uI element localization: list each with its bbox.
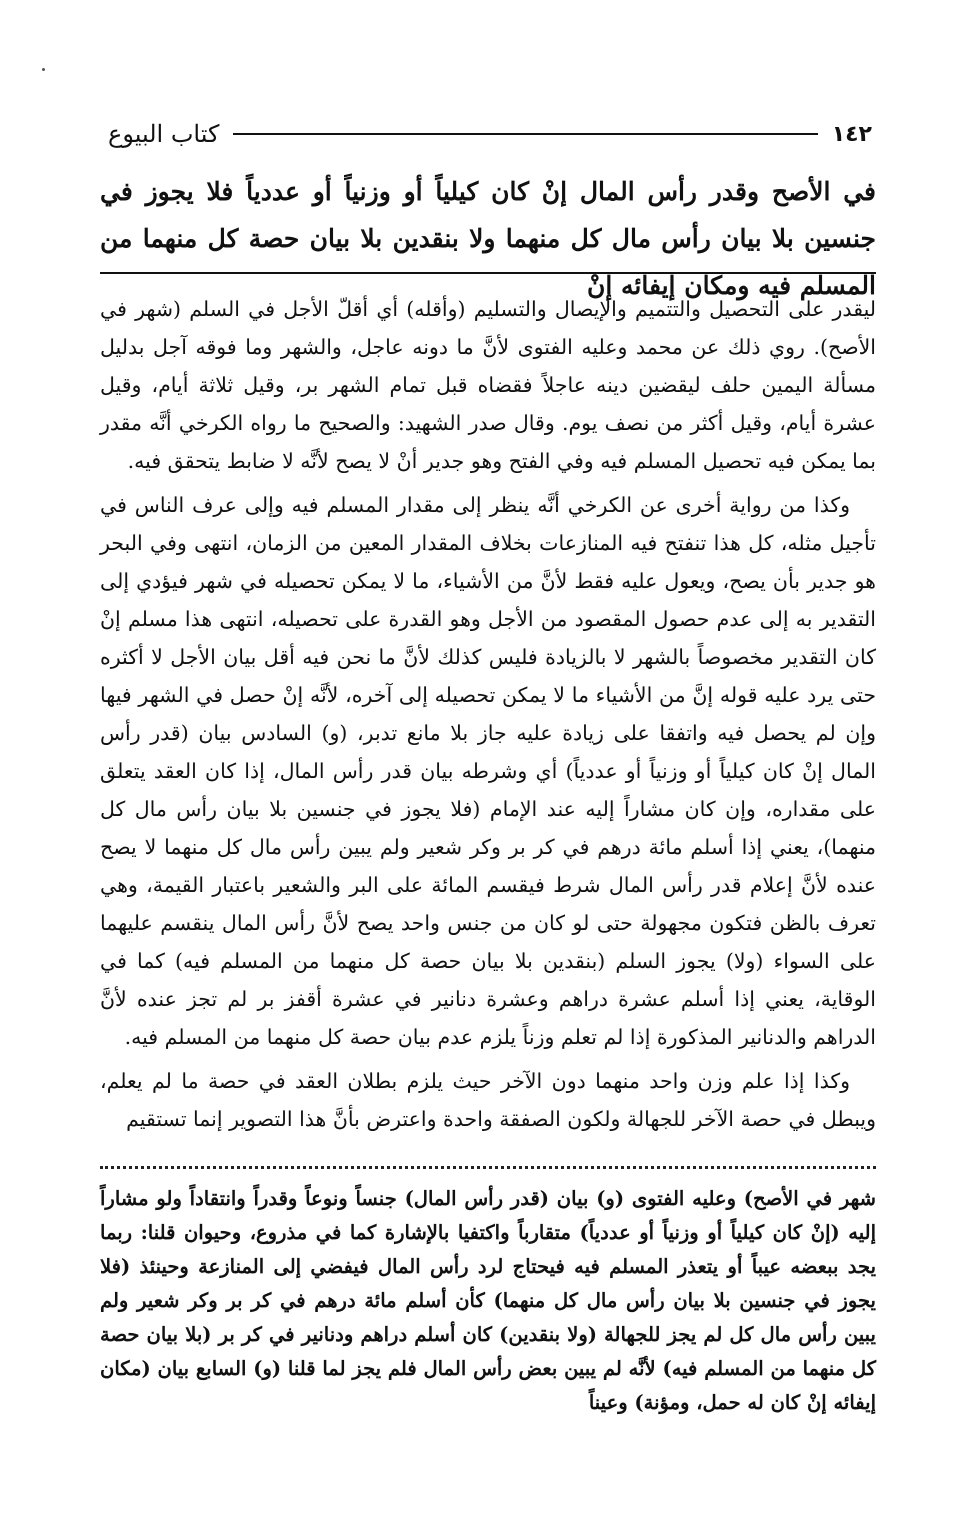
main-text-divider bbox=[100, 272, 876, 274]
gloss-text bbox=[100, 1182, 876, 1420]
page-number: ١٤٢ bbox=[831, 121, 872, 147]
header-rule bbox=[233, 133, 817, 135]
scan-speck bbox=[42, 68, 45, 71]
commentary-paragraph: وكذا إذا علم وزن واحد منهما دون الآخر حيث يلزم بطلان العقد في حصة ما لم يعلم، ويبطل في حصة الآخر للجهالة ولكون الصفقة واحدة واعترض بأنَّ هذا التصوير إنما تستقيم bbox=[100, 1069, 876, 1131]
commentary-paragraph: ليقدر على التحصيل والتتميم والإيصال والتسليم (وأقله) أي أقلّ الأجل في السلم (شهر في الأصح). روي ذلك عن محمد وعليه الفتوى لأنَّ ما دونه عاجل، والشهر وما فوقه آجل بدليل مسألة اليمين حلف ليقضين دينه عاجلاً فقضاه قبل تمام الشهر بر، وقيل ثلاثة أيام، وقيل عشرة أيام، وقيل أكثر من نصف يوم. وقال صدر الشهيد: والصحيح ما رواه الكرخي أنَّه مقدر بما يمكن فيه تحصيل المسلم فيه وفي الفتح وهو جدير أنْ لا يصح لأنَّه لا ضابط يتحقق فيه. bbox=[100, 297, 876, 473]
main-text: في الأصح وقدر رأس المال إنْ كان كيلياً أو وزنياً أو عددياً فلا يجوز في جنسين بلا بيان رأس مال كل منهما ولا بنقدين بلا بيان حصة كل منهما من المسلم فيه ومكان إيفائه إنْ bbox=[100, 177, 876, 300]
commentary-paragraph: وكذا من رواية أخرى عن الكرخي أنَّه ينظر إلى مقدار المسلم فيه وإلى عرف الناس في تأجيل مثله، كل هذا تنفتح فيه المنازعات بخلاف المقدار المعين من الزمان، انتهى وفي البحر هو جدير بأن يصح، ويعول عليه فقط لأنَّ من الأشياء، ما لا يمكن تحصيله في شهر فيؤدي إلى التقدير به إلى عدم حصول المقصود من الأجل وهو القدرة على تحصيله، انتهى هذا مسلم إنْ كان التقدير مخصوصاً بالشهر لا بالزيادة فليس كذلك لأنَّ ما نحن فيه أقل بيان الأجل لا أكثره حتى يرد عليه قوله إنَّ من الأشياء ما لا يمكن تحصيله إلى آخره، لأنَّه إنْ حصل في الشهر فيها وإن لم يحصل فيه واتفقا على زيادة عليه جاز بلا مانع تدبر، (و) السادس بيان (قدر رأس المال إنْ كان كيلياً أو وزنياً أو عددياً) أي وشرطه بيان قدر رأس المال، إذا كان العقد يتعلق على مقداره، وإن كان مشاراً إليه عند الإمام (فلا يجوز في جنسين بلا بيان رأس مال كل منهما)، يعني إذا أسلم مائة درهم في كر بر وكر شعير ولم يبين رأس مال كل منهما لا يصح عنده لأنَّ إعلام قدر رأس المال شرط فيقسم المائة على البر والشعير باعتبار القيمة، وهي تعرف بالظن فتكون مجهولة حتى لو كان من جنس واحد يصح لأنَّ رأس المال ينقسم عليهما على السواء (ولا) يجوز السلم (بنقدين بلا بيان حصة كل منهما من المسلم فيه) كما في الوقاية، يعني إذا أسلم عشرة دراهم وعشرة دنانير في عشرة أقفز بر لم تجز عنده لأنَّ الدراهم والدنانير المذكورة إذا لم تعلم وزناً يلزم عدم بيان حصة كل منهما من المسلم فيه. bbox=[100, 493, 876, 1049]
page-header bbox=[108, 112, 872, 156]
book-title: كتاب البيوع bbox=[108, 120, 220, 148]
commentary bbox=[100, 290, 876, 1144]
gloss-paragraph: شهر في الأصح) وعليه الفتوى (و) بيان (قدر رأس المال) جنساً ونوعاً وقدراً وانتقاداً ولو مشاراً إليه (إنْ كان كيلياً أو وزنياً أو عددياً) متقارباً واكتفيا بالإشارة كما في مذروع، وحيوان قلنا: ربما يجد ببعضه عيباً أو يتعذر المسلم فيه فيحتاج لرد رأس المال فيفضي إلى المنازعة وحينئذ (فلا يجوز في جنسين بلا بيان رأس مال كل منهما) كأن أسلم مائة درهم في كر بر وكر شعير ولم يبين رأس مال كل لم يجز للجهالة (ولا بنقدين) كان أسلم دراهم ودنانير في كر بر (بلا بيان حصة كل منهما من المسلم فيه) لأنَّه لم يبين بعض رأس المال فلم يجز لما قلنا (و) السابع بيان (مكان إيفائه إنْ كان له حمل، ومؤنة) وعيناً bbox=[100, 1187, 876, 1414]
footnote-divider bbox=[100, 1166, 876, 1169]
